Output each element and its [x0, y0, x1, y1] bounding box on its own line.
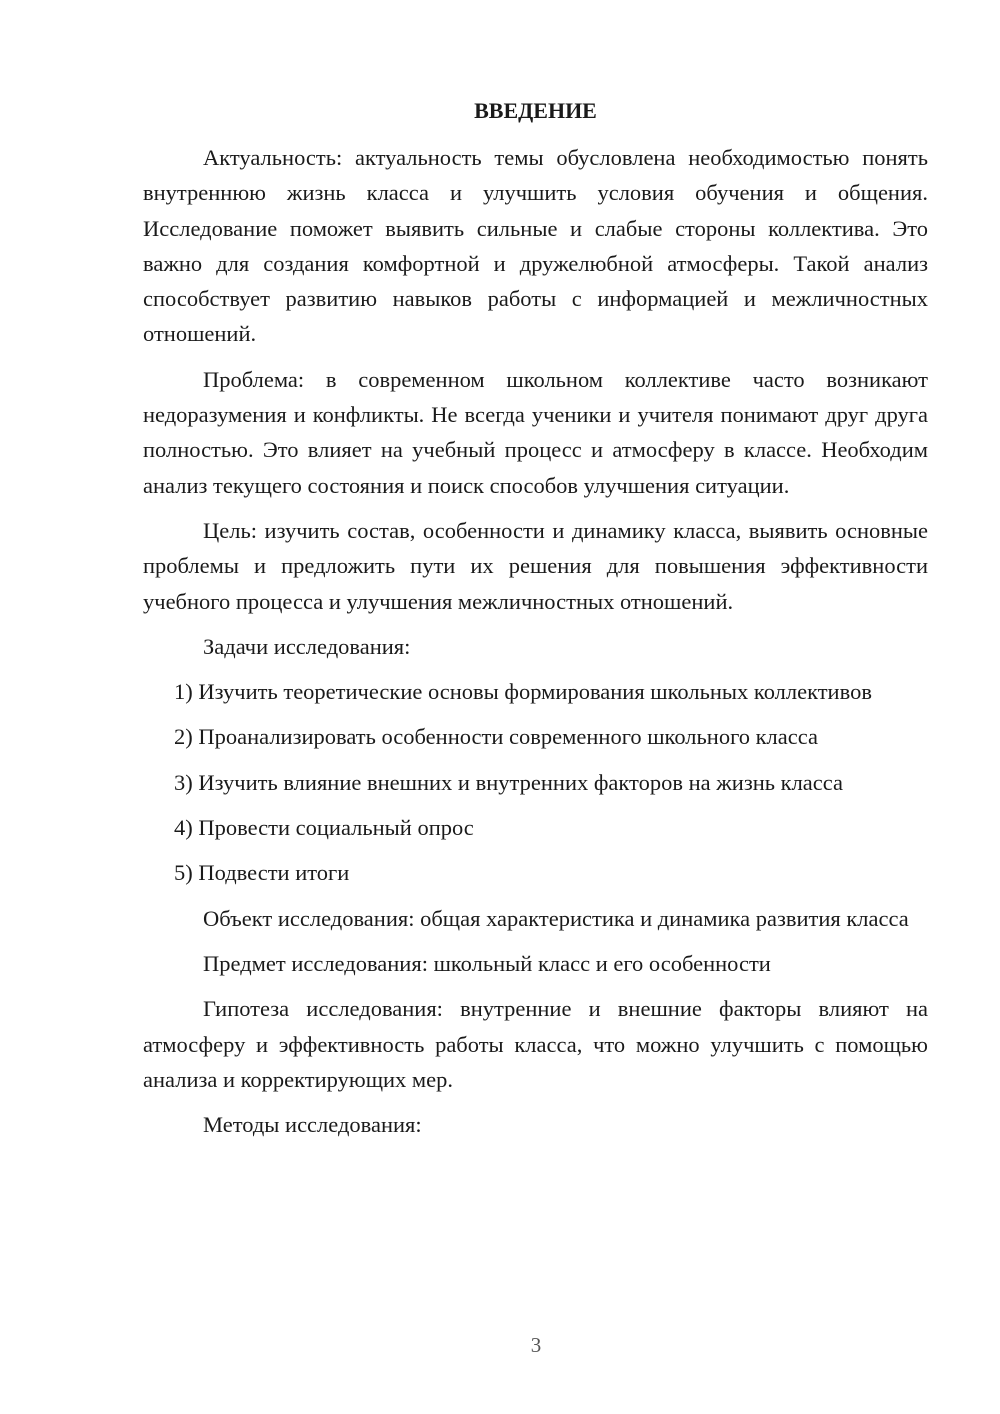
tasks-heading: Задачи исследования: [203, 633, 411, 659]
paragraph-problem: Проблема: в современном школьном коллективе часто возникают недоразумения и конфликты. Не всегда ученики и учителя понимают друг друга полностью. Это влияет на учебный процесс и атмосферу в классе. Необходим анализ текущего состояния и поиск способов улучшения ситуации. [143, 366, 928, 498]
task-item: 2) Проанализировать особенности современного школьного класса [174, 724, 819, 750]
task-item: 1) Изучить теоретические основы формирования школьных коллективов [174, 679, 872, 705]
paragraph-relevance: Актуальность: актуальность темы обусловлена необходимостью понять внутреннюю жизнь класса и улучшить условия обучения и общения. Исследование поможет выявить сильные и слабые стороны коллектива. Это важно для создания комфортной и дружелюбной атмосферы. Такой анализ способствует развитию навыков работы с информацией и межличностных отношений. [143, 145, 928, 347]
methods-heading: Методы исследования: [203, 1112, 422, 1138]
task-item: 3) Изучить влияние внешних и внутренних факторов на жизнь класса [174, 769, 844, 795]
document-page [143, 96, 928, 1152]
section-title: ВВЕДЕНИЕ [474, 98, 597, 123]
paragraph-subject: Предмет исследования: школьный класс и его особенности [203, 950, 771, 976]
task-item: 5) Подвести итоги [174, 860, 350, 886]
paragraph-goal: Цель: изучить состав, особенности и динамику класса, выявить основные проблемы и предложить пути их решения для повышения эффективности учебного процесса и улучшения межличностных отношений. [143, 517, 928, 614]
task-item: 4) Провести социальный опрос [174, 815, 474, 841]
page-number: 3 [530, 1333, 542, 1357]
paragraph-object: Объект исследования: общая характеристика и динамика развития класса [203, 905, 909, 931]
paragraph-hypothesis: Гипотеза исследования: внутренние и внешние факторы влияют на атмосферу и эффективность работы класса, что можно улучшить с помощью анализа и корректирующих мер. [143, 996, 928, 1092]
